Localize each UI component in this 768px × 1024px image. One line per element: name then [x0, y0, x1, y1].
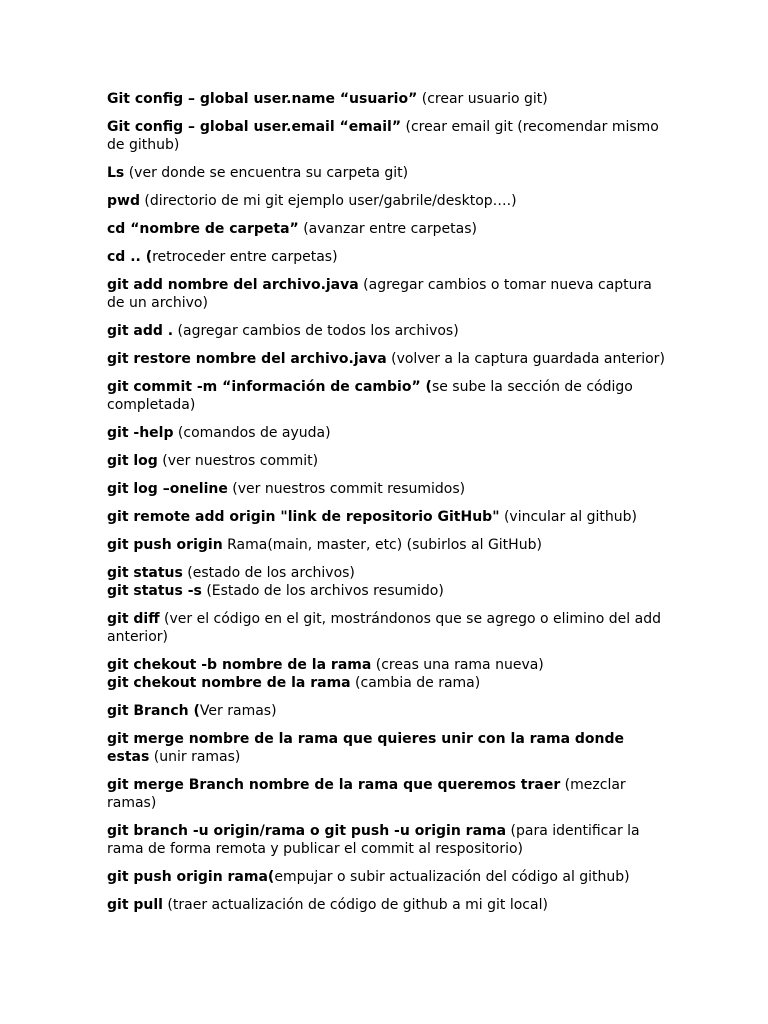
description-text: retroceder entre carpetas)	[152, 249, 338, 265]
command-text: git commit -m “información de cambio” (	[107, 379, 432, 395]
entry-ls	[107, 164, 667, 182]
description-text: se sube la sección de código completada)	[107, 379, 633, 413]
description-text: (agregar cambios de todos los archivos)	[173, 323, 459, 339]
entry-git-push-origin	[107, 536, 667, 554]
entry-git-config-name	[107, 90, 667, 108]
entry-git-log	[107, 452, 667, 470]
description-text: (para identificar la rama de forma remota y publicar el commit al respositorio)	[107, 823, 640, 857]
command-text: git chekout -b nombre de la rama	[107, 657, 372, 673]
entry-cd-back	[107, 248, 667, 266]
description-text: (ver nuestros commit)	[157, 453, 319, 469]
description-text: (creas una rama nueva)	[371, 657, 544, 673]
command-text: git remote add origin "link de repositorio GitHub"	[107, 509, 500, 525]
description-text: (unir ramas)	[149, 749, 241, 765]
entry-git-checkout	[107, 674, 667, 692]
entry-git-status-short	[107, 582, 667, 600]
description-text: (ver el código en el git, mostrándonos que se agrego o elimino del add anterior)	[107, 611, 661, 645]
description-text: (cambia de rama)	[350, 675, 481, 691]
command-text: git log	[107, 453, 158, 469]
command-text: cd .. (	[107, 249, 153, 265]
entry-git-commit	[107, 378, 667, 414]
entry-git-checkout-new	[107, 656, 667, 674]
description-text: (volver a la captura guardada anterior)	[386, 351, 665, 367]
entry-git-help	[107, 424, 667, 442]
command-text: git pull	[107, 897, 163, 913]
command-text: git diff	[107, 611, 160, 627]
command-text: git -help	[107, 425, 174, 441]
command-text: git push origin	[107, 537, 223, 553]
command-text: Ls	[107, 165, 125, 181]
document-page	[107, 90, 667, 924]
description-text: (mezclar ramas)	[107, 777, 626, 811]
description-text: (vincular al github)	[499, 509, 637, 525]
description-text: (Estado de los archivos resumido)	[201, 583, 444, 599]
command-text: git add nombre del archivo.java	[107, 277, 359, 293]
entry-git-log-oneline	[107, 480, 667, 498]
command-text: git branch -u origin/rama o git push -u origin rama	[107, 823, 507, 839]
entry-pwd	[107, 192, 667, 210]
entry-git-merge-branch	[107, 776, 667, 812]
command-text: pwd	[107, 193, 140, 209]
command-text: git Branch (	[107, 703, 200, 719]
entry-cd-folder	[107, 220, 667, 238]
entry-git-restore	[107, 350, 667, 368]
description-text: Ver ramas)	[199, 703, 277, 719]
command-text: cd “nombre de carpeta”	[107, 221, 299, 237]
command-text: git restore nombre del archivo.java	[107, 351, 387, 367]
entry-git-push-origin-rama	[107, 868, 667, 886]
description-text: (ver donde se encuentra su carpeta git)	[124, 165, 409, 181]
description-text: (crear email git (recomendar mismo de github)	[107, 119, 659, 153]
description-text: (avanzar entre carpetas)	[298, 221, 477, 237]
description-text: empujar o subir actualización del código al github)	[274, 869, 630, 885]
command-text: git status -s	[107, 583, 202, 599]
entry-git-branch	[107, 702, 667, 720]
command-text: Git config – global user.name “usuario”	[107, 91, 418, 107]
entry-git-branch-upstream	[107, 822, 667, 858]
entry-git-remote-add	[107, 508, 667, 526]
command-text: git log –oneline	[107, 481, 228, 497]
entry-git-pull	[107, 896, 667, 914]
entry-git-status	[107, 564, 667, 582]
entry-git-add-all	[107, 322, 667, 340]
entry-git-config-email	[107, 118, 667, 154]
entry-git-diff	[107, 610, 667, 646]
command-text: git merge nombre de la rama que quieres unir con la rama donde estas	[107, 731, 625, 765]
entry-git-add-file	[107, 276, 667, 312]
description-text: (traer actualización de código de github a mi git local)	[162, 897, 548, 913]
command-text: git merge Branch nombre de la rama que queremos traer	[107, 777, 561, 793]
command-text: git chekout nombre de la rama	[107, 675, 351, 691]
entry-git-merge	[107, 730, 667, 766]
command-text: git status	[107, 565, 183, 581]
description-text: (directorio de mi git ejemplo user/gabrile/desktop….)	[139, 193, 517, 209]
description-text: Rama(main, master, etc) (subirlos al GitHub)	[222, 537, 542, 553]
command-text: git add .	[107, 323, 174, 339]
command-text: Git config – global user.email “email”	[107, 119, 402, 135]
description-text: (agregar cambios o tomar nueva captura de un archivo)	[107, 277, 652, 311]
description-text: (crear usuario git)	[417, 91, 548, 107]
description-text: (estado de los archivos)	[182, 565, 355, 581]
command-text: git push origin rama(	[107, 869, 275, 885]
description-text: (comandos de ayuda)	[173, 425, 331, 441]
description-text: (ver nuestros commit resumidos)	[227, 481, 466, 497]
